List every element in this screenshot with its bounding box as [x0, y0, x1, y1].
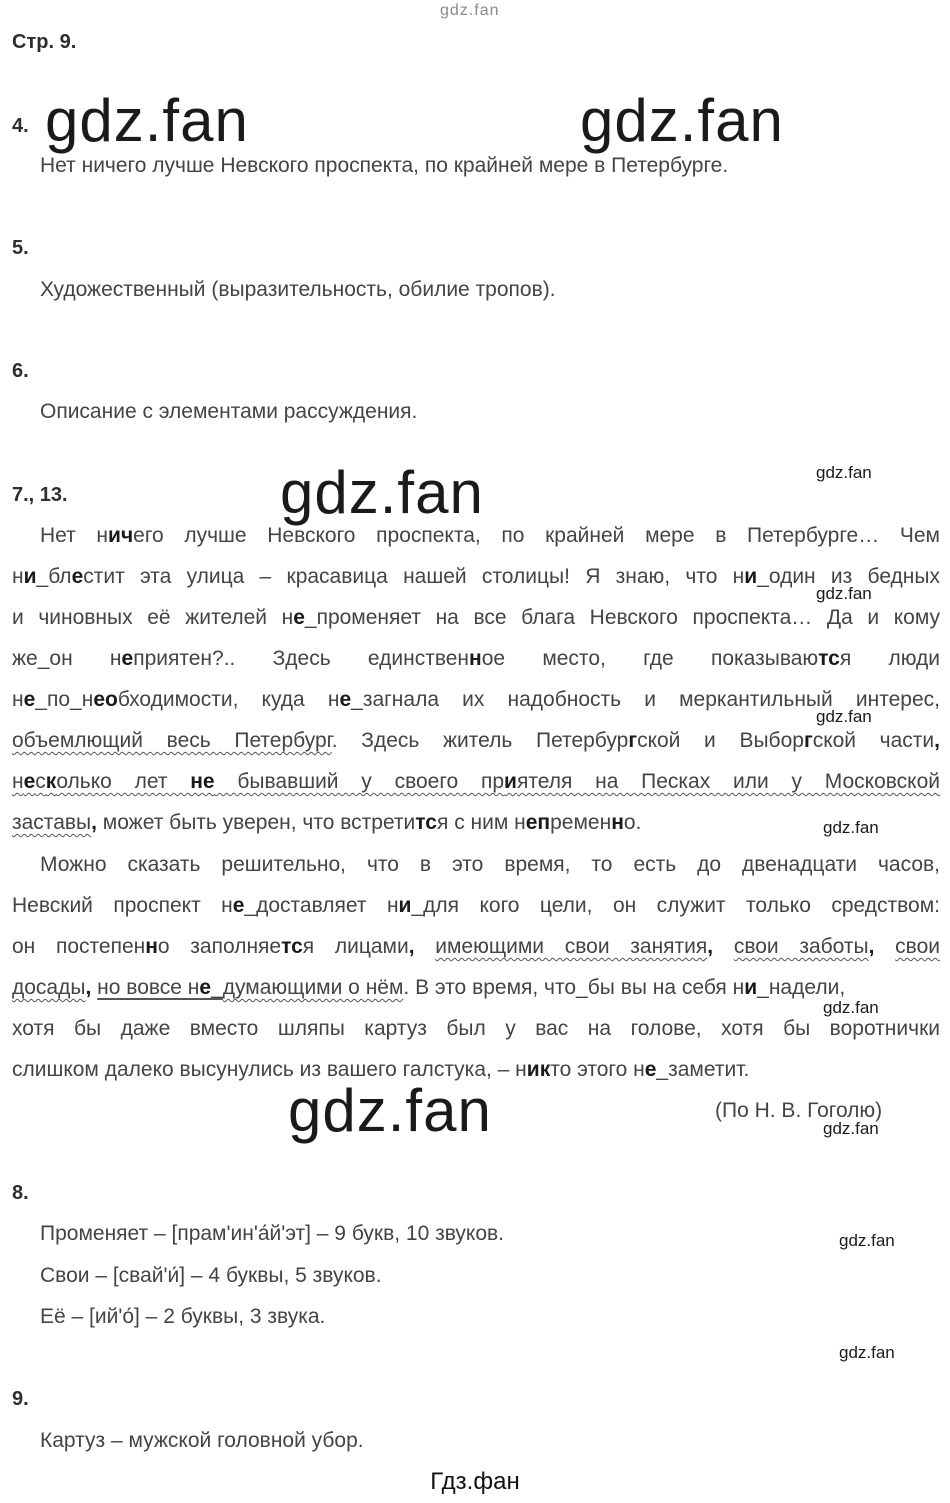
- watermark-small: gdz.fan: [839, 1231, 895, 1250]
- watermark-large: gdz.fan: [45, 87, 249, 154]
- task-4-answer: Нет ничего лучше Невского проспекта, по крайней мере в Петербурге.: [40, 154, 729, 177]
- text-line: Нет ничего лучше Невского проспекта, по крайней мере в Петербурге… Чем: [40, 524, 940, 547]
- text-line: слишком далеко высунулись из вашего галстука, – никто этого не_заметит.: [12, 1058, 750, 1081]
- top-watermark: gdz.fan: [440, 2, 500, 19]
- task-8-line: Променяет – [прам'ин'а́й'эт] – 9 букв, 10 звуков.: [40, 1222, 505, 1245]
- watermark-small: gdz.fan: [823, 1119, 879, 1138]
- task-8-line: Её – [ий'о́] – 2 буквы, 3 звука.: [40, 1305, 326, 1328]
- watermark-small: gdz.fan: [816, 463, 872, 482]
- task-6-answer: Описание с элементами рассуждения.: [40, 400, 418, 423]
- task-7-13-number: 7., 13.: [12, 484, 68, 506]
- task-8-line: Свои – [свай'и́] – 4 буквы, 5 звуков.: [40, 1264, 382, 1287]
- text-line: заставы, может быть уверен, что встретится с ним непременно.: [12, 811, 642, 834]
- text-line: не_по_необходимости, куда не_загнала их надобность и меркантильный интерес,: [12, 688, 940, 711]
- text-line: несколько лет не бывавший у своего приятеля на Песках или у Московской: [12, 770, 941, 793]
- task-6-number: 6.: [12, 360, 29, 382]
- text-line: и чиновных её жителей не_променяет на все блага Невского проспекта… Да и кому: [12, 606, 940, 629]
- watermark-small: gdz.fan: [816, 707, 872, 726]
- watermark-small: gdz.fan: [839, 1343, 895, 1362]
- page-reference: Стр. 9.: [12, 31, 77, 53]
- watermark-large: gdz.fan: [288, 1077, 492, 1144]
- watermark-large: gdz.fan: [580, 87, 784, 154]
- task-4-number: 4.: [12, 115, 29, 137]
- footer-site-name: Гдз.фан: [430, 1468, 520, 1495]
- text-line: ни_блестит эта улица – красавица нашей столицы! Я знаю, что ни_один из бедных: [12, 565, 940, 588]
- task-5-answer: Художественный (выразительность, обилие тропов).: [40, 278, 556, 301]
- text-line: Можно сказать решительно, что в это время, то есть до двенадцати часов,: [40, 853, 940, 876]
- text-line: же_он неприятен?.. Здесь единственное место, где показываются люди: [12, 647, 940, 670]
- watermark-small: gdz.fan: [816, 584, 872, 603]
- task-9-answer: Картуз – мужской головной убор.: [40, 1429, 364, 1452]
- task-9-number: 9.: [12, 1388, 29, 1410]
- text-line: он постепенно заполняется лицами, имеющими свои занятия, свои заботы, свои: [12, 935, 940, 958]
- task-8-number: 8.: [12, 1182, 29, 1204]
- text-line: объемлющий весь Петербург. Здесь житель Петербургской и Выборгской части,: [12, 729, 940, 752]
- watermark-large: gdz.fan: [280, 459, 484, 526]
- text-line: хотя бы даже вместо шляпы картуз был у вас на голове, хотя бы воротнички: [12, 1017, 940, 1040]
- watermark-small: gdz.fan: [823, 998, 879, 1017]
- text-line: досады, но вовсе не_думающими о нём. В это время, что_бы вы на себя ни_надели,: [12, 976, 846, 999]
- task-5-number: 5.: [12, 237, 29, 259]
- text-line: Невский проспект не_доставляет ни_для кого цели, он служит только средством:: [12, 894, 940, 917]
- watermark-small: gdz.fan: [823, 818, 879, 837]
- source-attribution: (По Н. В. Гоголю): [715, 1099, 883, 1122]
